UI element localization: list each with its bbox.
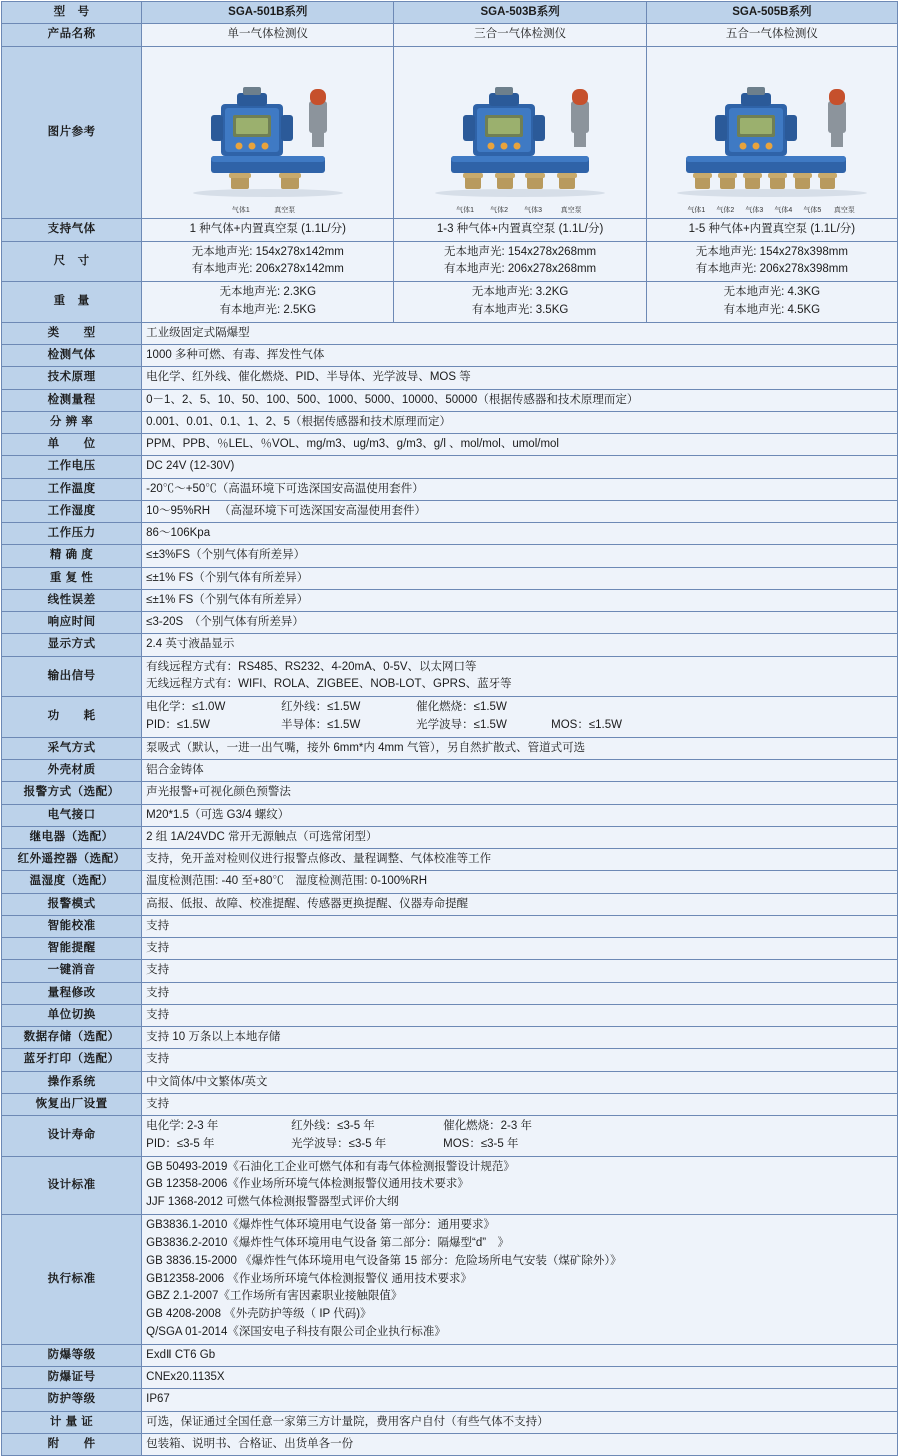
table-row-ex-grade [2, 1344, 898, 1366]
detector-illustration-2 [405, 49, 635, 199]
table-row-range-modify [2, 982, 898, 1004]
row-label-os: 操作系统 [2, 1071, 142, 1093]
table-row-display [2, 634, 898, 656]
table-row-data-storage-opt [2, 1027, 898, 1049]
table-row-accessories [2, 1433, 898, 1455]
value-ir-remote-opt: 支持，免开盖对检则仪进行报警点修改、量程调整、气体校准等工作 [142, 849, 898, 871]
table-row-output-signal [2, 656, 898, 697]
row-label-smart-remind: 智能提醒 [2, 938, 142, 960]
table-row-metering-cert [2, 1411, 898, 1433]
row-label-work-pressure: 工作压力 [2, 523, 142, 545]
weight-501b: 无本地声光: 2.3KG 有本地声光: 2.5KG [142, 282, 394, 323]
value-alarm-mode-opt: 声光报警+可视化颜色预警法 [142, 782, 898, 804]
row-label-design-standard: 设计标准 [2, 1156, 142, 1214]
table-row-product-name [2, 24, 898, 46]
table-row-linear-error [2, 589, 898, 611]
table-row-size [2, 241, 898, 282]
support-gas-505b: 1-5 种气体+内置真空泵 (1.1L/分) [646, 219, 897, 241]
row-label-unit: 单 位 [2, 434, 142, 456]
value-ex-grade: ExdⅡ CT6 Gb [142, 1344, 898, 1366]
value-accuracy: ≤±3%FS（个别气体有所差异） [142, 545, 898, 567]
value-smart-calibration: 支持 [142, 915, 898, 937]
row-label-work-humidity: 工作湿度 [2, 500, 142, 522]
row-label-metering-cert: 计 量 证 [2, 1411, 142, 1433]
value-smart-remind: 支持 [142, 938, 898, 960]
value-one-key-mute: 支持 [142, 960, 898, 982]
value-range-modify: 支持 [142, 982, 898, 1004]
table-row-shell [2, 760, 898, 782]
row-label-product-name: 产品名称 [2, 24, 142, 46]
table-row-sampling [2, 737, 898, 759]
table-row-factory-reset [2, 1093, 898, 1115]
row-label-alarm-mode: 报警模式 [2, 893, 142, 915]
design-life-line-1: 电化学: 2-3 年 红外线：≤3-5 年 催化燃烧：2-3 年 [146, 1120, 532, 1132]
table-row-repeatability [2, 567, 898, 589]
table-row-bluetooth-print-opt [2, 1049, 898, 1071]
product-name-505b: 五合一气体检测仪 [646, 24, 897, 46]
table-row-support-gas [2, 219, 898, 241]
row-label-repeatability: 重 复 性 [2, 567, 142, 589]
table-row-alarm-mode [2, 893, 898, 915]
table-row-weight [2, 282, 898, 323]
spec-sheet [0, 1, 899, 1455]
size-505b: 无本地声光: 154x278x398mm 有本地声光: 206x278x398mm [646, 241, 897, 282]
row-label-image: 图片参考 [2, 46, 142, 219]
size-501b: 无本地声光: 154x278x142mm 有本地声光: 206x278x142mm [142, 241, 394, 282]
row-label-ex-cert: 防爆证号 [2, 1367, 142, 1389]
table-row-resolution [2, 411, 898, 433]
value-os: 中文简体/中文繁体/英文 [142, 1071, 898, 1093]
row-label-bluetooth-print-opt: 蓝牙打印（选配） [2, 1049, 142, 1071]
table-row-detect-range [2, 389, 898, 411]
table-row-response-time [2, 612, 898, 634]
row-label-ir-remote-opt: 红外遥控器（选配） [2, 849, 142, 871]
value-type: 工业级固定式隔爆型 [142, 322, 898, 344]
row-label-design-life: 设计寿命 [2, 1116, 142, 1157]
support-gas-501b: 1 种气体+内置真空泵 (1.1L/分) [142, 219, 394, 241]
product-name-503b: 三合一气体检测仪 [394, 24, 646, 46]
table-row-type [2, 322, 898, 344]
row-label-accuracy: 精 确 度 [2, 545, 142, 567]
value-work-humidity: 10～95%RH （高湿环境下可选深国安高湿使用套件） [142, 500, 898, 522]
row-label-power: 功 耗 [2, 697, 142, 738]
table-row-unit-switch [2, 1004, 898, 1026]
table-row-exec-standard [2, 1215, 898, 1345]
table-row-electric-interface [2, 804, 898, 826]
detector-illustration-1 [153, 49, 383, 199]
product-image-503b [394, 46, 646, 219]
table-row-accuracy [2, 545, 898, 567]
table-row-os [2, 1071, 898, 1093]
row-label-factory-reset: 恢复出厂设置 [2, 1093, 142, 1115]
detector-illustration-3 [652, 49, 892, 199]
value-work-temp: -20℃～+50℃（高温环境下可选深国安高温使用套件） [142, 478, 898, 500]
row-label-size: 尺 寸 [2, 241, 142, 282]
table-row-one-key-mute [2, 960, 898, 982]
row-label-weight: 重 量 [2, 282, 142, 323]
weight-503b: 无本地声光: 3.2KG 有本地声光: 3.5KG [394, 282, 646, 323]
value-tech-principle: 电化学、红外线、催化燃烧、PID、半导体、光学波导、MOS 等 [142, 367, 898, 389]
table-row-ir-remote-opt [2, 849, 898, 871]
model-503b: SGA-503B系列 [394, 2, 646, 24]
table-row-model [2, 2, 898, 24]
value-work-pressure: 86～106Kpa [142, 523, 898, 545]
table-row-work-voltage [2, 456, 898, 478]
value-work-voltage: DC 24V (12-30V) [142, 456, 898, 478]
value-design-standard: GB 50493-2019《石油化工企业可燃气体和有毒气体检测报警设计规范》 GB 12358-2006《作业场所环境气体检测报警仪通用技术要求》 JJF 1368-2012 可燃气体检测报警器型式评价大纲 [142, 1156, 898, 1214]
value-shell: 铝合金铸体 [142, 760, 898, 782]
value-sampling: 泵吸式（默认，一进一出气嘴，接外 6mm*内 4mm 气管），另自然扩散式、管道式可选 [142, 737, 898, 759]
gas-port-labels-1: 气体1 真空泵 [231, 206, 296, 214]
gas-port-labels-3: 气体1 气体2 气体3 气体4 气体5 真空泵 [687, 206, 855, 214]
row-label-range-modify: 量程修改 [2, 982, 142, 1004]
row-label-exec-standard: 执行标准 [2, 1215, 142, 1345]
weight-505b: 无本地声光: 4.3KG 有本地声光: 4.5KG [646, 282, 897, 323]
value-design-life [142, 1116, 898, 1157]
size-503b: 无本地声光: 154x278x268mm 有本地声光: 206x278x268mm [394, 241, 646, 282]
design-life-line-2: PID：≤3-5 年 光学波导：≤3-5 年 MOS：≤3-5 年 [146, 1137, 519, 1150]
table-row-alarm-mode-opt [2, 782, 898, 804]
row-label-shell: 外壳材质 [2, 760, 142, 782]
value-repeatability: ≤±1% FS（个别气体有所差异） [142, 567, 898, 589]
power-line-2: PID：≤1.5W 半导体：≤1.5W 光学波导：≤1.5W MOS：≤1.5W [146, 718, 623, 731]
product-image-501b [142, 46, 394, 219]
row-label-alarm-mode-opt: 报警方式（选配） [2, 782, 142, 804]
value-bluetooth-print-opt: 支持 [142, 1049, 898, 1071]
value-electric-interface: M20*1.5（可选 G3/4 螺纹） [142, 804, 898, 826]
value-detect-gas: 1000 多种可燃、有毒、挥发性气体 [142, 345, 898, 367]
table-row-design-life [2, 1116, 898, 1157]
row-label-work-temp: 工作温度 [2, 478, 142, 500]
row-label-linear-error: 线性误差 [2, 589, 142, 611]
table-row-design-standard [2, 1156, 898, 1214]
value-data-storage-opt: 支持 10 万条以上本地存储 [142, 1027, 898, 1049]
value-unit-switch: 支持 [142, 1004, 898, 1026]
table-row-work-humidity [2, 500, 898, 522]
value-linear-error: ≤±1% FS（个别气体有所差异） [142, 589, 898, 611]
value-temp-humidity-opt: 温度检测范围: -40 至+80℃ 湿度检测范围: 0-100%RH [142, 871, 898, 893]
value-display: 2.4 英寸液晶显示 [142, 634, 898, 656]
row-label-ip-grade: 防护等级 [2, 1389, 142, 1411]
row-label-detect-range: 检测量程 [2, 389, 142, 411]
table-row-detect-gas [2, 345, 898, 367]
row-label-electric-interface: 电气接口 [2, 804, 142, 826]
table-row-work-pressure [2, 523, 898, 545]
value-ex-cert: CNEx20.1135X [142, 1367, 898, 1389]
table-row-relay-opt [2, 826, 898, 848]
row-label-temp-humidity-opt: 温湿度（选配） [2, 871, 142, 893]
power-line-1: 电化学：≤1.0W 红外线：≤1.5W 催化燃烧：≤1.5W [146, 701, 507, 714]
specification-table [1, 1, 898, 1456]
row-label-relay-opt: 继电器（选配） [2, 826, 142, 848]
value-output-signal: 有线远程方式有：RS485、RS232、4-20mA、0-5V、以太网口等 无线远程方式有：WIFI、ROLA、ZIGBEE、NOB-LOT、GPRS、蓝牙等 [142, 656, 898, 697]
gas-port-labels-2: 气体1 气体2 气体3 真空泵 [456, 206, 582, 214]
value-metering-cert: 可选，保证通过全国任意一家第三方计量院，费用客户自付（有些气体不支持） [142, 1411, 898, 1433]
value-accessories: 包装箱、说明书、合格证、出货单各一份 [142, 1433, 898, 1455]
row-label-data-storage-opt: 数据存储（选配） [2, 1027, 142, 1049]
value-unit: PPM、PPB、％LEL、％VOL、mg/m3、ug/m3、g/m3、g/l 、mol/mol、umol/mol [142, 434, 898, 456]
value-alarm-mode: 高报、低报、故障、校准提醒、传感器更换提醒、仪器寿命提醒 [142, 893, 898, 915]
row-label-ex-grade: 防爆等级 [2, 1344, 142, 1366]
product-name-501b: 单一气体检测仪 [142, 24, 394, 46]
support-gas-503b: 1-3 种气体+内置真空泵 (1.1L/分) [394, 219, 646, 241]
model-505b: SGA-505B系列 [646, 2, 897, 24]
value-detect-range: 0－1、2、5、10、50、100、500、1000、5000、10000、50000（根据传感器和技术原理而定） [142, 389, 898, 411]
row-label-unit-switch: 单位切换 [2, 1004, 142, 1026]
table-row-power [2, 697, 898, 738]
row-label-type: 类 型 [2, 322, 142, 344]
model-501b: SGA-501B系列 [142, 2, 394, 24]
row-label-response-time: 响应时间 [2, 612, 142, 634]
table-row-smart-remind [2, 938, 898, 960]
row-label-work-voltage: 工作电压 [2, 456, 142, 478]
row-label-one-key-mute: 一键消音 [2, 960, 142, 982]
product-image-505b [646, 46, 897, 219]
row-label-accessories: 附 件 [2, 1433, 142, 1455]
table-row-unit [2, 434, 898, 456]
value-relay-opt: 2 组 1A/24VDC 常开无源触点（可选常闭型） [142, 826, 898, 848]
row-label-tech-principle: 技术原理 [2, 367, 142, 389]
table-row-ex-cert [2, 1367, 898, 1389]
value-power [142, 697, 898, 738]
value-resolution: 0.001、0.01、0.1、1、2、5（根据传感器和技术原理而定） [142, 411, 898, 433]
value-ip-grade: IP67 [142, 1389, 898, 1411]
row-label-support-gas: 支持气体 [2, 219, 142, 241]
table-row-work-temp [2, 478, 898, 500]
value-factory-reset: 支持 [142, 1093, 898, 1115]
row-label-output-signal: 输出信号 [2, 656, 142, 697]
table-row-image [2, 46, 898, 219]
value-response-time: ≤3-20S （个别气体有所差异） [142, 612, 898, 634]
row-label-smart-calibration: 智能校准 [2, 915, 142, 937]
table-row-smart-calibration [2, 915, 898, 937]
table-row-tech-principle [2, 367, 898, 389]
row-label-display: 显示方式 [2, 634, 142, 656]
row-label-resolution: 分 辨 率 [2, 411, 142, 433]
row-label-model: 型 号 [2, 2, 142, 24]
row-label-detect-gas: 检测气体 [2, 345, 142, 367]
value-exec-standard: GB3836.1-2010《爆炸性气体环境用电气设备 第一部分：通用要求》 GB3836.2-2010《爆炸性气体环境用电气设备 第二部分：隔爆型“d” 》 GB 3836.15-2000 《爆炸性气体环境用电气设备第 15 部分：危险场所电气安装（煤矿除外）》 GB12358-2006 《作业场所环境气体检测报警仪 通用技术要求》 GBZ 2.1-2007《工作场所有害因素职业接触限值》 GB 4208-2008 《外壳防护等级（ IP 代码)》 Q/SGA 01-2014《深国安电子科技有限公司企业执行标准》 [142, 1215, 898, 1345]
table-row-temp-humidity-opt [2, 871, 898, 893]
row-label-sampling: 采气方式 [2, 737, 142, 759]
table-row-ip-grade [2, 1389, 898, 1411]
